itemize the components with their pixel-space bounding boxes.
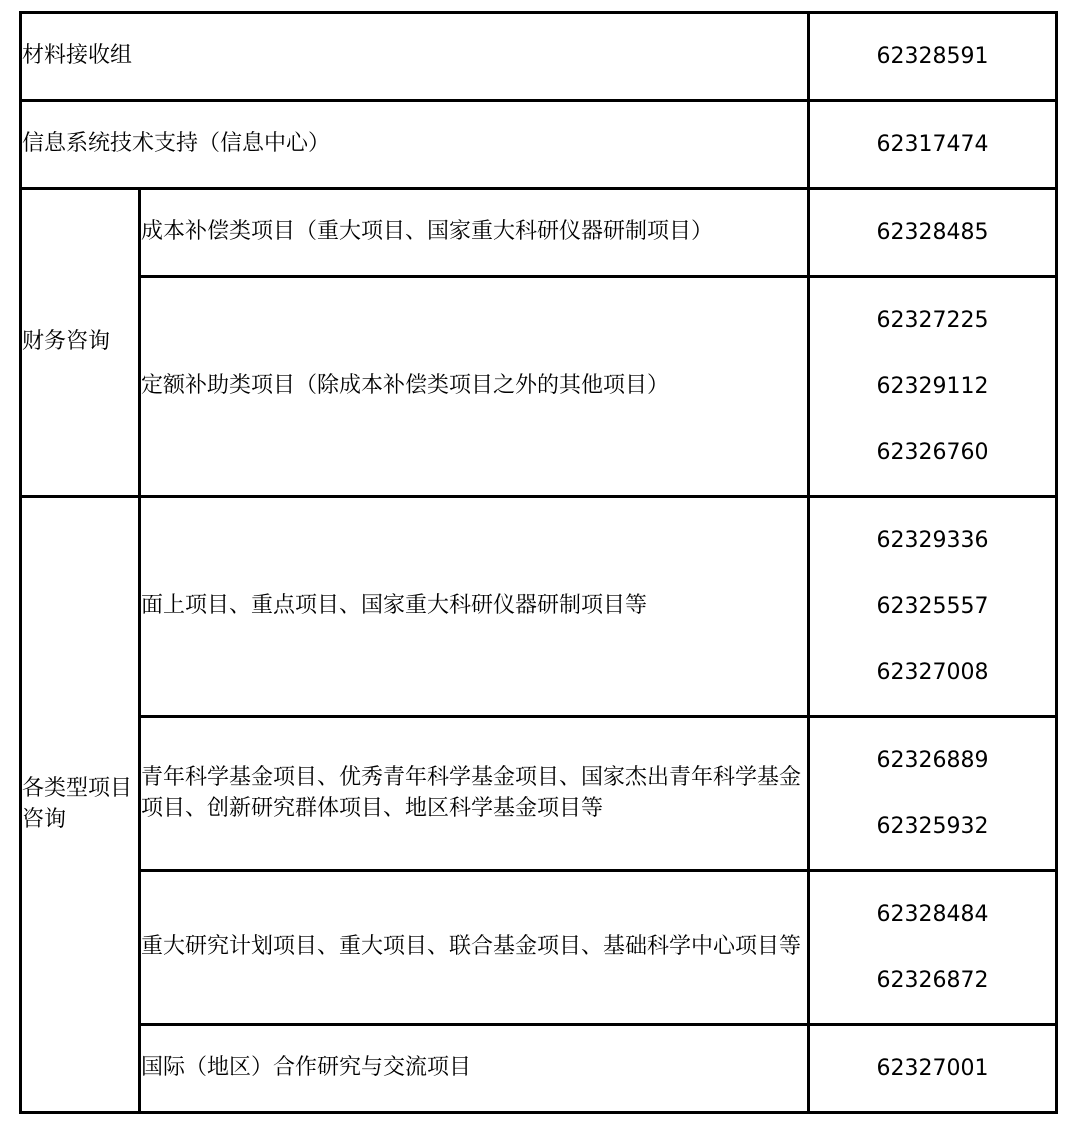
item-label: 定额补助类项目（除成本补偿类项目之外的其他项目） [141, 373, 670, 399]
table-row [21, 13, 1057, 101]
table-row [21, 189, 1057, 277]
phone-number: 62325932 [876, 813, 989, 839]
phone-number: 62328591 [876, 43, 989, 69]
phone-cell [809, 1025, 1057, 1113]
item-cell [140, 1025, 809, 1113]
category-cell-finance [21, 189, 140, 497]
phone-cell [809, 277, 1057, 497]
table-row [21, 497, 1057, 717]
phone-number: 62325557 [876, 593, 989, 619]
contact-table [19, 11, 1058, 1114]
department-label: 材料接收组 [22, 43, 133, 69]
phone-number: 62327225 [876, 307, 989, 333]
department-label: 信息系统技术支持（信息中心） [22, 131, 331, 157]
phone-number: 62328485 [876, 219, 989, 245]
phone-cell [809, 189, 1057, 277]
category-label: 财务咨询 [22, 329, 111, 355]
item-label: 面上项目、重点项目、国家重大科研仪器研制项目等 [141, 593, 648, 619]
item-cell [140, 277, 809, 497]
phone-number: 62327008 [876, 659, 989, 685]
phone-cell [809, 13, 1057, 101]
item-cell [140, 871, 809, 1025]
category-label: 各类型项目咨询 [22, 775, 133, 832]
phone-number: 62327001 [876, 1055, 989, 1081]
phone-cell [809, 717, 1057, 871]
item-label: 国际（地区）合作研究与交流项目 [141, 1055, 472, 1081]
table-row [21, 717, 1057, 871]
table-row [21, 871, 1057, 1025]
table-row [21, 1025, 1057, 1113]
department-cell [21, 101, 809, 189]
item-label: 成本补偿类项目（重大项目、国家重大科研仪器研制项目） [141, 219, 714, 245]
phone-number: 62329336 [876, 527, 989, 553]
table-row [21, 101, 1057, 189]
phone-cell [809, 497, 1057, 717]
category-cell-projects [21, 497, 140, 1113]
item-label: 青年科学基金项目、优秀青年科学基金项目、国家杰出青年科学基金项目、创新研究群体项目、地区科学基金项目等 [141, 764, 802, 821]
phone-number: 62326889 [876, 747, 989, 773]
phone-number: 62326760 [876, 439, 989, 465]
item-cell [140, 717, 809, 871]
table-row [21, 277, 1057, 497]
department-cell [21, 13, 809, 101]
phone-number: 62317474 [876, 131, 989, 157]
phone-number: 62329112 [876, 373, 989, 399]
phone-number: 62328484 [876, 901, 989, 927]
item-label: 重大研究计划项目、重大项目、联合基金项目、基础科学中心项目等 [141, 934, 802, 960]
item-cell [140, 189, 809, 277]
phone-cell [809, 871, 1057, 1025]
phone-cell [809, 101, 1057, 189]
phone-number: 62326872 [876, 967, 989, 993]
item-cell [140, 497, 809, 717]
